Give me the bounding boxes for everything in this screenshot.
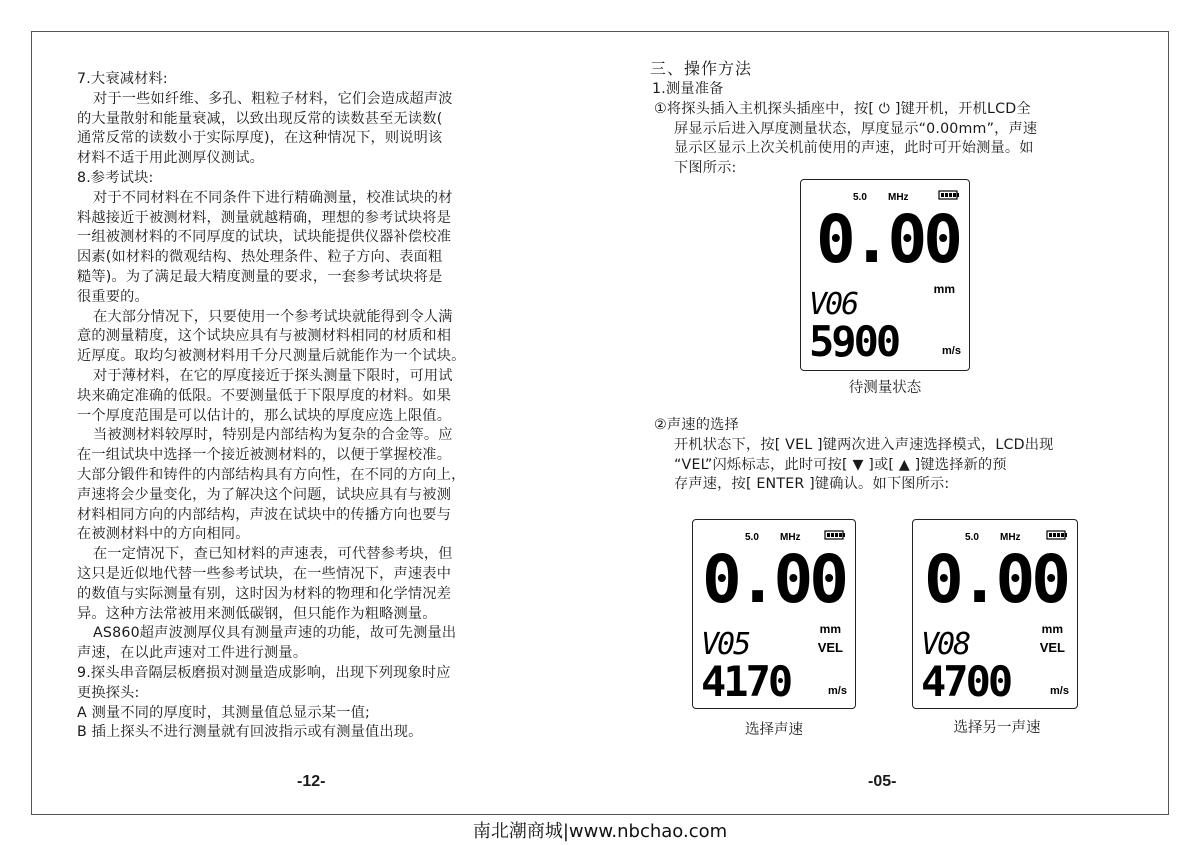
left-page [77,70,555,743]
lcd-display-standby [800,179,970,371]
left-paragraph-line: 对于薄材料，在它的厚度接近于探头测量下限时，可用试 [93,367,453,384]
battery-icon [825,531,845,539]
lcd-channel: V08 [921,627,970,662]
left-paragraph-line: 这只是近似地代替一些参考试块，在一些情况下，声速表中 [77,565,452,582]
left-paragraph-line: 在被测材料中的方向相同。 [77,526,250,543]
lcd-thickness-value: 0.00 [702,541,845,618]
left-paragraph-line: 材料相同方向的内部结构，声波在试块中的传播方向也要与 [77,506,452,523]
left-paragraph-line: 糙等)。为了满足最大精度测量的要求，一套参考试块将是 [77,268,443,285]
lcd-channel: V06 [809,287,858,322]
lcd-thickness-value: 0.00 [924,541,1067,618]
battery-icon [939,191,959,199]
left-paragraph-line: 异。这种方法常被用来测低碳钢，但只能作为粗略测量。 [77,605,437,622]
left-paragraph-line: A 测量不同的厚度时，其测量值总显示某一值; [77,704,370,721]
lcd-thickness-value: 0.00 [816,201,959,278]
left-paragraph-line: 大部分锻件和铸件的内部结构具有方向性，在不同的方向上， [77,466,466,483]
lcd-display-select-another [912,519,1078,709]
lcd-frequency: 5.0 [853,192,867,203]
sub-title: 1.测量准备 [652,81,724,97]
lcd-speed-unit: m/s [828,685,847,697]
left-paragraph-line: 一个厚度范围是可以估计的，那么试块的厚度应选上限值。 [77,407,452,424]
lcd-vel-flag: VEL [1039,640,1065,655]
left-paragraph-line: 很重要的。 [77,288,149,305]
step2-line-3: 存声速，按[ ENTER ]键确认。如下图所示: [674,476,950,493]
step2-block [650,416,1150,495]
lcd-speed-value: 4700 [921,657,1011,706]
battery-icon [1047,531,1067,539]
left-paragraph-line: 的大量散射和能量衰减，以致出现反常的读数甚至无读数( [77,110,443,127]
left-paragraph-line: 当被测材料较厚时，特别是内部结构为复杂的合金等。应 [93,427,453,444]
left-paragraph-line: 7.大衰减材料: [77,71,168,87]
lcd-frequency-unit: MHz [780,532,801,543]
lcd-frequency-unit: MHz [1000,532,1021,543]
step1-line-4: 下图所示: [674,160,737,177]
lcd-caption-select-another: 选择另一声速 [953,720,1041,736]
lcd-frequency: 5.0 [745,532,759,543]
left-paragraph-line: 声速，在以此声速对工件进行测量。 [77,645,308,662]
left-paragraph-line: 通常反常的读数小于实际厚度)，在这种情况下，则说明该 [77,130,443,147]
lcd-speed-unit: m/s [942,345,961,357]
left-paragraph-line: 对于不同材料在不同条件下进行精确测量，校准试块的材 [93,189,453,206]
step2-line-2: “VEL”闪烁标志，此时可按[ ▼ ]或[ ▲ ]键选择新的预 [674,456,1007,473]
left-paragraph-line: 材料不适于用此测厚仪测试。 [77,150,265,167]
right-page-number: -05- [868,773,897,790]
lcd-caption-select: 选择声速 [745,722,803,738]
step1-line-2: 屏显示后进入厚度测量状态，厚度显示“0.00mm”，声速 [674,120,1038,137]
step1-line-1: ①将探头插入主机探头插座中，按[ ⏻ ]键开机，开机LCD全 [654,100,1031,117]
lcd-display-select [692,519,856,709]
lcd-thickness-unit: mm [1041,622,1063,636]
left-paragraph-line: 在一组试块中选择一个接近被测材料的，以便于掌握校准。 [77,447,452,464]
lcd-speed-value: 4170 [701,657,791,706]
left-paragraph-line: 料越接近于被测材料，测量就越精确，理想的参考试块将是 [77,209,452,226]
left-paragraph-line: 意的测量精度，这个试块应具有与被测材料相同的材质和相 [77,328,452,345]
left-paragraph-line: B 插上探头不进行测量就有回波指示或有测量值出现。 [77,724,423,741]
lcd-speed-unit: m/s [1050,685,1069,697]
lcd-vel-flag: VEL [817,640,843,655]
left-paragraph-line: 更换探头: [77,684,140,701]
left-paragraph-line: 9.探头串音隔层板磨损对测量造成影响，出现下列现象时应 [77,664,451,681]
left-page-number: -12- [297,773,326,790]
left-paragraph-line: AS860超声波测厚仪具有测量声速的功能，故可先测量出 [93,625,457,642]
lcd-caption-standby: 待测量状态 [848,380,922,396]
left-paragraph-line: 块来确定准确的低限。不要测量低于下限厚度的材料。如果 [77,387,452,404]
left-paragraph-line: 声速将会少量变化，为了解决这个问题，试块应具有与被测 [77,486,452,503]
left-paragraph-line: 在一定情况下，查已知材料的声速表，可代替参考块，但 [93,546,453,563]
step2-line-1: 开机状态下，按[ VEL ]键两次进入声速选择模式，LCD出现 [674,436,1054,453]
lcd-frequency-unit: MHz [888,192,909,203]
step1-line-3: 显示区显示上次关机前使用的声速，此时可开始测量。如 [674,140,1034,157]
left-paragraph-line: 的数值与实际测量有别，这时因为材料的物理和化学情况差 [77,585,452,602]
lcd-channel: V05 [701,627,750,662]
left-paragraph-line: 一组被测材料的不同厚度的试块，试块能提供仪器补偿校准 [77,229,452,246]
left-paragraph-line: 在大部分情况下，只要使用一个参考试块就能得到令人满 [93,308,453,325]
lcd-speed-value: 5900 [809,317,899,366]
left-paragraph-line: 对于一些如纤维、多孔、粗粒子材料，它们会造成超声波 [93,90,453,107]
section-title: 三、操作方法 [650,59,753,78]
lcd-thickness-unit: mm [933,282,955,296]
footer-site-text: 南北潮商城|www.nbchao.com [472,821,728,842]
lcd-frequency: 5.0 [965,532,979,543]
right-page [650,58,1150,179]
left-paragraph-line: 近厚度。取均匀被测材料用千分尺测量后就能作为一个试块。 [77,348,466,365]
lcd-thickness-unit: mm [819,622,841,636]
step2-title: ②声速的选择 [654,417,739,433]
left-paragraph-line: 因素(如材料的微观结构、热处理条件、粒子方向、表面粗 [77,249,443,266]
left-paragraph-line: 8.参考试块: [77,169,154,186]
